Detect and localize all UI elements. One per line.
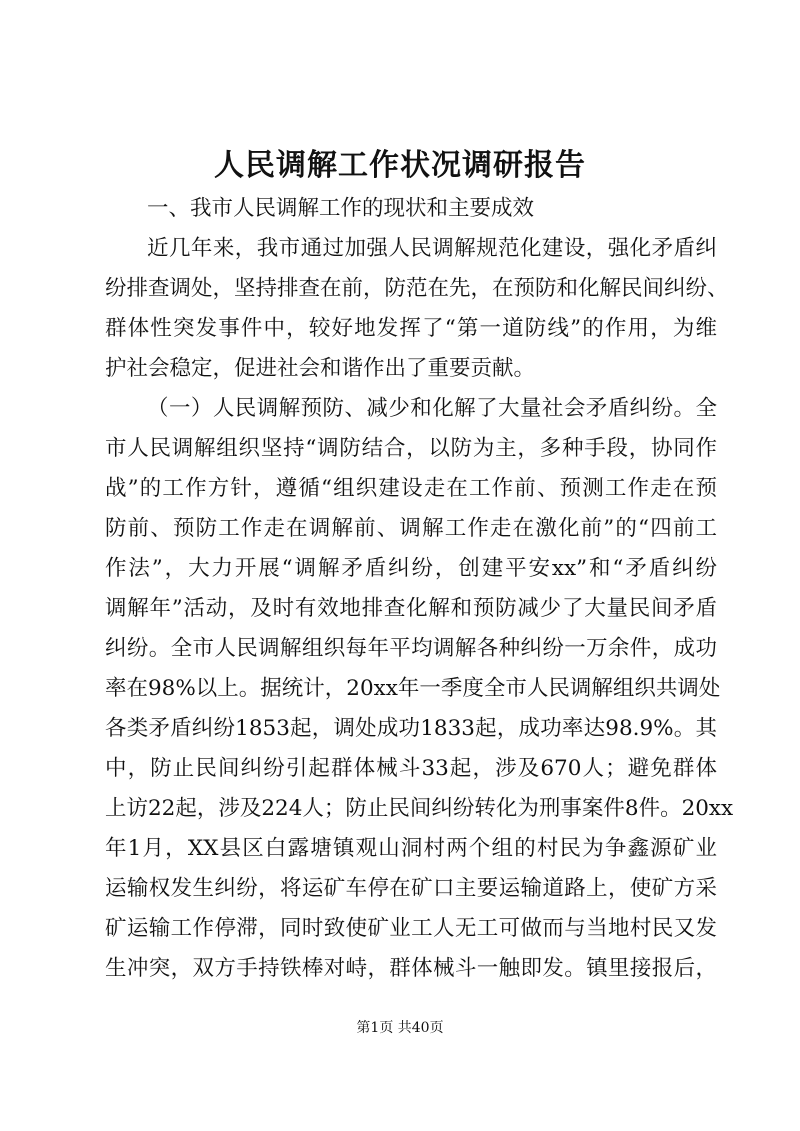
paragraph-line: 各类矛盾纠纷1853起，调处成功1833起，成功率达98.9%。其 — [105, 716, 717, 741]
paragraph-line: 纠纷。全市人民调解组织每年平均调解各种纠纷一万余件，成功 — [105, 636, 717, 661]
document-title: 人民调解工作状况调研报告 — [214, 148, 586, 183]
paragraph-line: 率在98%以上。据统计，20xx年一季度全市人民调解组织共调处 — [105, 676, 721, 701]
paragraph-line: 护社会稳定，促进社会和谐作出了重要贡献。 — [105, 356, 536, 381]
paragraph-line: 战”的工作方针，遵循“组织建设走在工作前、预测工作走在预 — [105, 476, 717, 501]
paragraph-line: 上访22起，涉及224人；防止民间纠纷转化为刑事案件8件。20xx — [105, 796, 734, 821]
paragraph-line: 中，防止民间纠纷引起群体械斗33起，涉及670人；避免群体 — [105, 756, 717, 781]
paragraph-line: 防前、预防工作走在调解前、调解工作走在激化前”的“四前工 — [105, 516, 717, 541]
page-footer: 第1页 共40页 — [356, 1020, 444, 1036]
paragraph-line: 年1月，XX县区白露塘镇观山洞村两个组的村民为争鑫源矿业 — [105, 836, 717, 861]
paragraph-line: 纷排查调处，坚持排查在前，防范在先，在预防和化解民间纠纷、 — [105, 276, 729, 301]
paragraph-line: 运输权发生纠纷，将运矿车停在矿口主要运输道路上，使矿方采 — [105, 876, 717, 901]
paragraph-line: 近几年来，我市通过加强人民调解规范化建设，强化矛盾纠 — [147, 236, 717, 261]
paragraph-line: 群体性突发事件中，较好地发挥了“第一道防线”的作用，为维 — [105, 316, 717, 341]
paragraph-line: 调解年”活动，及时有效地排查化解和预防减少了大量民间矛盾 — [105, 596, 717, 621]
paragraph-line: 市人民调解组织坚持“调防结合，以防为主，多种手段，协同作 — [105, 436, 717, 461]
paragraph-line: 矿运输工作停滞，同时致使矿业工人无工可做而与当地村民又发 — [105, 916, 717, 941]
section-heading: 一、我市人民调解工作的现状和主要成效 — [147, 196, 535, 221]
paragraph-line: （一）人民调解预防、减少和化解了大量社会矛盾纠纷。全 — [147, 396, 717, 421]
paragraph-line: 生冲突，双方手持铁棒对峙，群体械斗一触即发。镇里接报后， — [105, 956, 717, 981]
paragraph-line: 作法”，大力开展“调解矛盾纠纷，创建平安xx”和“矛盾纠纷 — [105, 556, 717, 581]
